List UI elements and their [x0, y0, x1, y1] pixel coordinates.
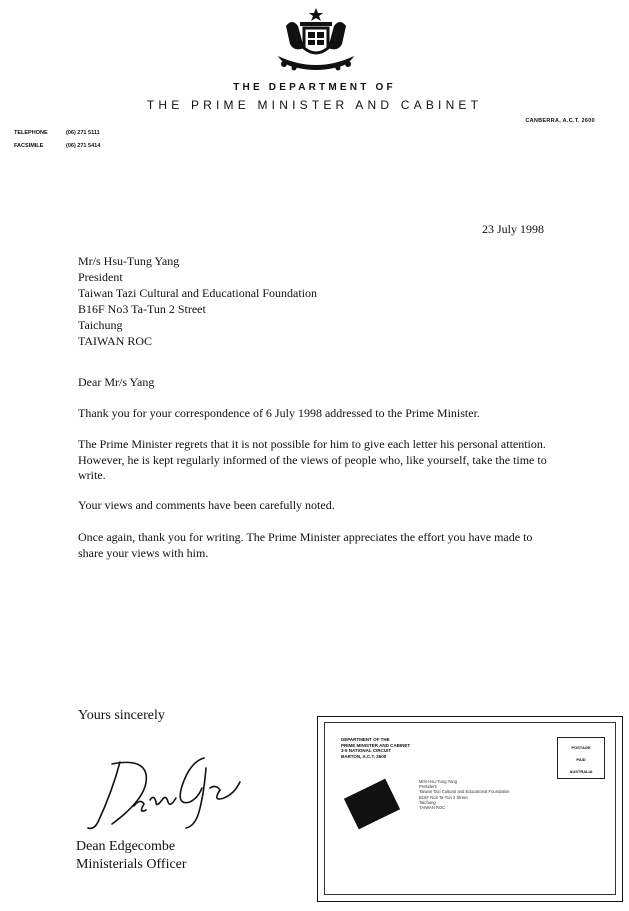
facsimile-label: FACSIMILE: [14, 143, 44, 149]
facsimile-number: (06) 271 5414: [66, 143, 101, 149]
envelope-recipient-line: Taiwan Tazi Cultural and Educational Foundation: [419, 789, 510, 795]
envelope-recipient-line: Taichung: [419, 799, 436, 805]
envelope-sender-line: 3-5 NATIONAL CIRCUIT: [341, 748, 392, 754]
department-line-2: THE PRIME MINISTER AND CABINET: [146, 98, 483, 112]
envelope-recipient-line: President: [419, 784, 437, 790]
paragraph-1: Thank you for your correspondence of 6 July 1998 addressed to the Prime Minister.: [78, 406, 480, 420]
recipient-country: TAIWAN ROC: [78, 334, 153, 348]
recipient-title: President: [78, 270, 123, 284]
envelope-sender-line: DEPARTMENT OF THE: [341, 737, 390, 742]
postmark-icon: [344, 779, 400, 830]
signer-block: [76, 838, 187, 874]
signer-role: Ministerials Officer: [76, 857, 187, 872]
envelope-recipient-line: B16F No3 Ta-Tun 2 Street: [419, 794, 468, 800]
department-line-1: THE DEPARTMENT OF: [233, 82, 396, 93]
telephone-label: TELEPHONE: [14, 130, 48, 136]
envelope-recipient-line: TAIWAN ROC: [419, 805, 446, 811]
envelope-recipient-line: Mr/s Hsu-Tung Yang: [419, 779, 458, 784]
envelope-sender-line: BARTON, A.C.T. 2600: [341, 753, 387, 759]
handwritten-signature: [82, 748, 252, 840]
recipient-street: B16F No3 Ta-Tun 2 Street: [78, 302, 206, 316]
postage-paid-stamp: [557, 737, 605, 779]
recipient-city: Taichung: [78, 318, 123, 332]
recipient-name: Mr/s Hsu-Tung Yang: [78, 254, 180, 268]
envelope-sender: [341, 737, 461, 759]
letter-date: 23 July 1998: [482, 222, 545, 236]
paragraph-3: Your views and comments have been carefully noted.: [78, 498, 335, 512]
paragraph-4: Once again, thank you for writing. The Prime Minister appreciates the effort you have made to share your views with him.: [78, 530, 533, 560]
coat-of-arms-icon: [270, 6, 362, 76]
telephone-number: (06) 271 5111: [66, 130, 100, 136]
envelope-sender-line: PRIME MINISTER AND CABINET: [341, 742, 411, 748]
recipient-address: [78, 253, 317, 349]
paragraph-2: The Prime Minister regrets that it is not possible for him to give each letter his personal attention. However, he is kept regularly informed of the views of people who, like yourself, take the time to write.: [78, 437, 547, 482]
letterhead-city: CANBERRA, A.C.T. 2600: [525, 118, 595, 124]
salutation: Dear Mr/s Yang: [78, 375, 155, 389]
stamp-line: POSTAGE: [571, 745, 591, 750]
envelope-image: [317, 716, 623, 902]
signer-name: Dean Edgecombe: [76, 839, 176, 854]
stamp-line: AUSTRALIA: [569, 769, 593, 774]
closing: Yours sincerely: [78, 708, 165, 723]
stamp-line: PAID: [576, 757, 586, 762]
envelope-recipient: [419, 779, 569, 810]
envelope-window: [324, 722, 616, 895]
recipient-organization: Taiwan Tazi Cultural and Educational Foundation: [78, 286, 318, 300]
